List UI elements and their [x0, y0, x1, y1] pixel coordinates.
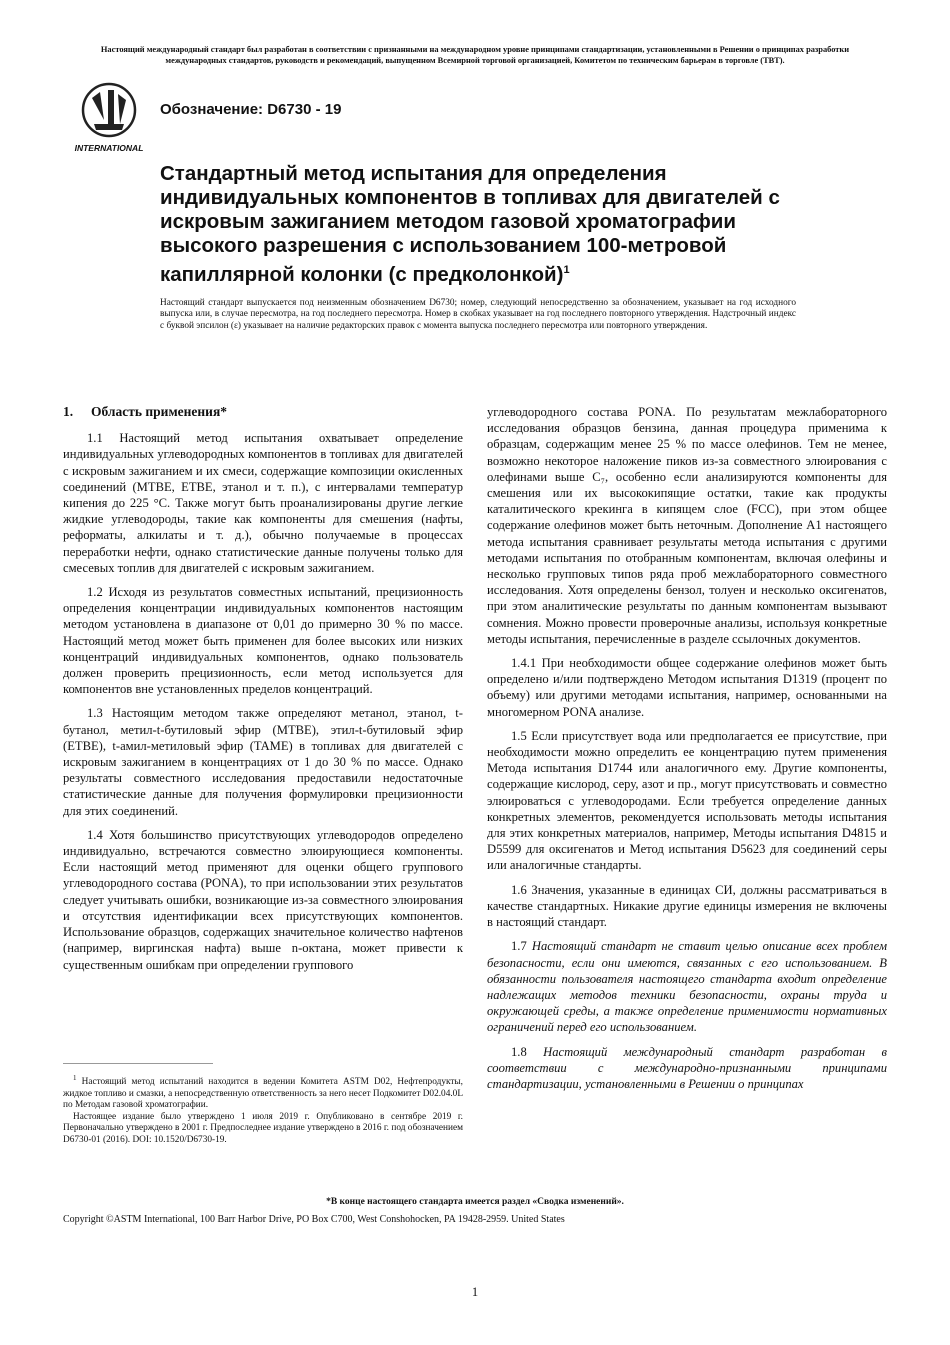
paragraph-1-4-1: 1.4.1 При необходимости общее содержание олефинов может быть определено и/или подтверждено Методом испытания D1319 (процент по объему) или другими методами испытания, например, основанными на многомерном PONA анализе.	[487, 656, 887, 719]
footnote	[63, 1073, 463, 1147]
left-column	[63, 404, 463, 981]
international-standard-note: Настоящий международный стандарт был разработан в соответствии с признанными на международном уровне принципами стандартизации, установленными в Решении о принципах разработки международных стандартов, руководств и рекомендаций, выпущенном Всемирной торговой организацией, Комитетом по техническим барьерам в торговле (ТВТ).	[100, 45, 850, 65]
copyright: Copyright ©ASTM International, 100 Barr Harbor Drive, PO Box C700, West Conshohocken, PA 19428-2959. United States	[63, 1214, 565, 1225]
paragraph-1-7	[487, 938, 887, 1035]
paragraph-1-7-number: 1.7	[511, 939, 527, 954]
paragraph-1-2: 1.2 Исходя из результатов совместных испытаний, прецизионность определения концентрации индивидуальных компонентов настоящим методом установлена в диапазоне от 0,01 до примерно 30 % по массе. Настоящий метод может быть применен для более высоких или низких концентраций индивидуальных компонентов, однако пользователь должен проверить прецизионность, если метод используется для компонентов вне установленных пределов концентраций.	[63, 585, 463, 697]
paragraph-1-8-text: Настоящий международный стандарт разработан в соответствии с международно-признанными принципами стандартизации, установленными в Решении о принципах	[487, 1044, 887, 1091]
astm-logo	[64, 80, 154, 154]
designation: Обозначение: D6730 - 19	[160, 101, 342, 118]
paragraph-1-8	[487, 1044, 887, 1093]
paragraph-1-1: 1.1 Настоящий метод испытания охватывает определение индивидуальных углеводородных компонентов в топливах для двигателей с искровым зажиганием и их смеси, содержащие композиции окисленных соединений (MTBE, ETBE, этанол и т. п.), с интервалами температур кипения до 225 °C. Также могут быть проанализированы другие легкие жидкие углеводороды, такие как компоненты для смешения (нафты, реформаты, алкилаты и т. д.), обычно получаемые в процессах переработки нефти, однако статистические данные получены только для смесевых топлив для двигателей с искровым зажиганием.	[63, 431, 463, 575]
paragraph-1-7-text: Настоящий стандарт не ставит целью описание всех проблем безопасности, если они имеются, связанных с его использованием. В обязанности пользователя настоящего стандарта входит определение надлежащих методов техники безопасности, охраны труда и окружающей среды, а также определение применимости нормативных ограничений перед его использованием.	[487, 939, 887, 1035]
section-number: 1.	[63, 404, 74, 419]
paragraph-1-8-number: 1.8	[511, 1044, 527, 1059]
document-title: Стандартный метод испытания для определения индивидуальных компонентов в топливах для двигателей с искровым зажиганием методом газовой хроматографии высокого разрешения с использованием 100-метровой капиллярной колонки (с предколонкой)$^1$	[160, 162, 780, 286]
paragraph-1-5: 1.5 Если присутствует вода или предполагается ее присутствие, при необходимости можно определить ее концентрацию путем применения Метода испытания D1744 или аналогичного ему. Другие компоненты, содержащие кислород, серу, азот и пр., могут присутствовать и совместно элюироваться с углеводородами. Если требуется определение данных конкретных элементов, рекомендуется использовать методы испытания для этих конкретных материалов, например, Методы испытания D4815 и D5599 для оксигенатов и Метод испытания D5623 для соединений серы или аналогичные стандарты.	[487, 728, 887, 873]
paragraph-1-3: 1.3 Настоящим методом также определяют метанол, этанол, t-бутанол, метил-t-бутиловый эфир (MTBE), этил-t-бутиловый эфир (ETBE), t-амил-метиловый эфир (TAME) в топливах для двигателей с искровым зажиганием в концентрациях от 1 до 30 % по массе. Однако результаты совместного исследования предоставили недостаточные статистические данные для получения формулировки прецизионности для этих соединений.	[63, 706, 463, 818]
footnote-divider	[63, 1063, 213, 1064]
section-title: Область применения*	[91, 404, 228, 419]
summary-of-changes-note: *В конце настоящего стандарта имеется раздел «Сводка изменений».	[326, 1197, 624, 1207]
footnote-text-2: Настоящее издание было утверждено 1 июля 2019 г. Опубликовано в сентябре 2019 г. Первоначально утверждено в 2001 г. Предпоследнее издание утверждено в 2016 г. под обозначением D6730-01 (2016). DOI: 10.1520/D6730-19.	[63, 1111, 463, 1146]
footnote-text-1: $^1$ Настоящий метод испытаний находится в ведении Комитета ASTM D02, Нефтепродукты, жидкое топливо и смазки, а непосредственную ответственность за него несет Подкомитет D02.04.0L по Методам газовой хроматографии.	[63, 1074, 463, 1111]
right-column	[487, 404, 887, 1100]
footnote-marker: 1	[73, 1074, 77, 1082]
logo-subtext: INTERNATIONAL	[74, 143, 144, 153]
page-number: 1	[471, 1285, 479, 1299]
issue-note: Настоящий стандарт выпускается под неизменным обозначением D6730; номер, следующий непосредственно за обозначением, указывает на год исходного выпуска или, в случае пересмотра, на год последнего пересмотра. Номер в скобках указывает на год последнего повторного утверждения. Надстрочный индекс с буквой эпсилон (ε) указывает на наличие редакторских правок с момента выпуска последнего пересмотра или повторного утверждения.	[160, 298, 796, 331]
paragraph-1-4-continued: углеводородного состава PONA. По результатам межлабораторного исследования образцов бензина, данная процедура применима к образцам, содержащим менее 25 % по массе олефинов. Тем не менее, возможно некоторое наложение пиков из-за совместного элюирования с олефинами выше C₇, особенно если анализируются компоненты для смешения или их высококипящие остатки, такие как продукты каталитического крекинга в кипящем слое (FCC), при этом общее содержание олефинов может быть неточным. Дополнение A1 настоящего метода испытания сравнивает результаты метода испытания с другими методами испытания по отобранным компонентам, включая олефины и несколько групповых типов ряда проб межлабораторного совместного исследования. Хотя определены бензол, толуен и несколько оксигенатов, при этом аналитические результаты по данным компонентам вызывают сомнения. Можно провести проверочные анализы, используя конкретные методы испытания, перечисленные в разделе ссылочных документов.	[487, 405, 887, 646]
section-heading	[63, 404, 463, 420]
title-footnote-marker: 1	[563, 264, 570, 276]
paragraph-1-6: 1.6 Значения, указанные в единицах СИ, должны рассматриваться в качестве стандартных. Никакие другие единицы измерения не включены в настоящий стандарт.	[487, 882, 887, 930]
paragraph-1-4: 1.4 Хотя большинство присутствующих углеводородов определено индивидуально, встречаются совместно элюирующиеся компоненты. Если настоящий метод применяют для оценки общего группового углеводородного состава (PONA), то при использовании этих результатов следует учитывать ошибки, возникающие из-за совместного элюирования и отсутствия идентификации всех присутствующих компонентов. Использование образцов, содержащих значительное количество нафтенов (например, виргинская нафта) выше n-октана, может привести к существенным ошибкам при определении группового	[63, 827, 463, 972]
